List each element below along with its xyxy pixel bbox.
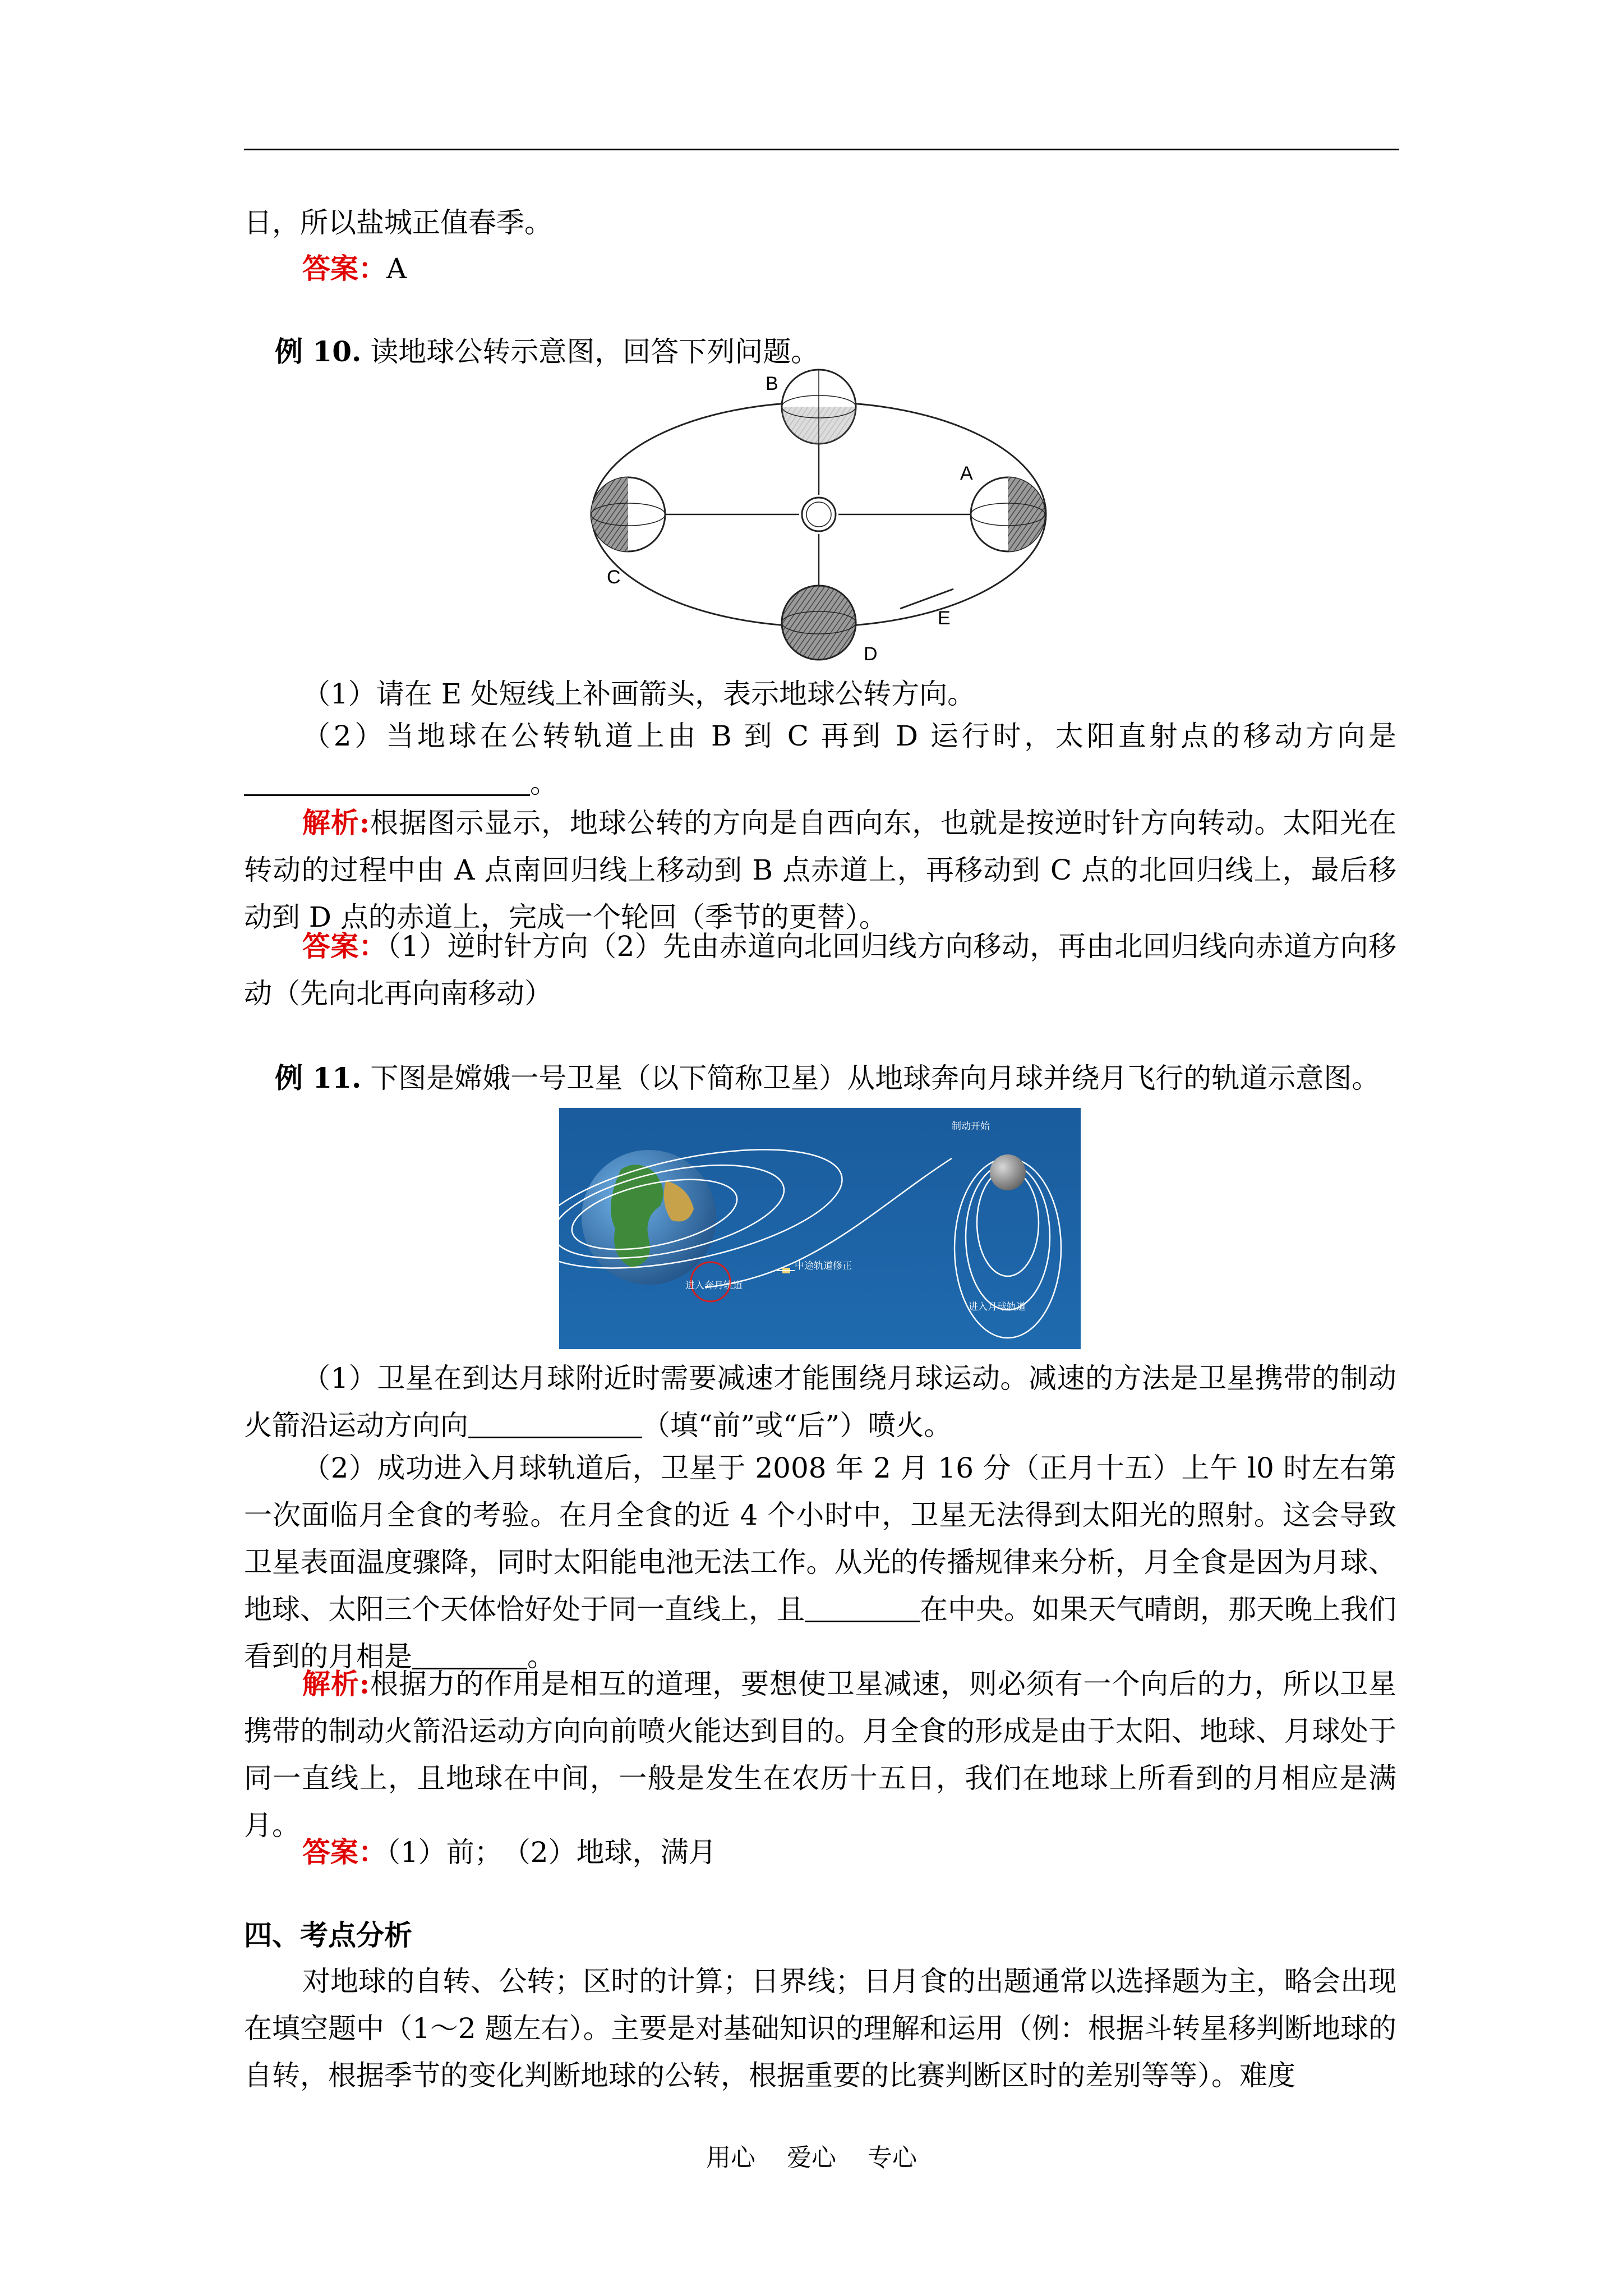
answer-text: （1）逆时针方向（2）先由赤道向北回归线方向移动，再由北回归线向赤道方向移动（先向北再向南移动） — [244, 930, 1396, 1010]
earth-revolution-diagram — [583, 367, 1066, 668]
answer-blank — [244, 766, 530, 796]
q1-end: （填“前”或“后”）喷火。 — [642, 1409, 952, 1442]
earth-icon-d — [782, 586, 856, 660]
example-11-q2 — [244, 1444, 1396, 1680]
label-b: B — [766, 373, 778, 394]
section-text: 对地球的自转、公转；区时的计算；日界线；日月食的出题通常以选择题为主，略会出现在填空题中（1～2 题左右）。主要是对基础知识的理解和运用（例：根据斗转星移判断地球的自转，根据季节的变化判断地球的公转，根据重要的比赛判断区时的差别等等）。难度 — [244, 1965, 1396, 2092]
example-11-analysis — [244, 1660, 1396, 1849]
section-title: 四、考点分析 — [244, 1918, 412, 1952]
answer-blank — [805, 1593, 920, 1622]
analysis-text: 根据图示显示，地球公转的方向是自西向东，也就是按逆时针方向转动。太阳光在转动的过程中由 A 点南回归线上移动到 B 点赤道上，再移动到 C 点的北回归线上，最后移动到 D 点的赤道上，完成一个轮回（季节的更替）。 — [244, 807, 1396, 933]
q2-text: （2）当地球在公转轨道上由 B 到 C 再到 D 运行时，太阳直射点的移动方向是 — [302, 720, 1396, 752]
q2-middle: 在中央。如果天气晴朗，那天晚上我们看到的月相是 — [244, 1593, 1396, 1673]
footer-word: 爱心 — [787, 2143, 836, 2172]
q1-text: （1）卫星在到达月球附近时需要减速才能围绕月球运动。减速的方法是卫星携带的制动火箭沿运动方向向 — [244, 1362, 1396, 1442]
earth-globe-icon — [582, 1150, 716, 1285]
page-footer — [0, 2137, 1623, 2173]
example-11-text: 下图是嫦娥一号卫星（以下简称卫星）从地球奔向月球并绕月飞行的轨道示意图。 — [370, 1062, 1380, 1094]
answer-text: （1）前； （2）地球，满月 — [386, 1836, 717, 1869]
example-11-label: 例 11. — [275, 1061, 362, 1094]
example-11-question — [275, 1055, 1427, 1102]
q2-end: 。 — [527, 1640, 555, 1673]
example-11-answer — [244, 1829, 1396, 1876]
footer-word: 用心 — [706, 2143, 755, 2172]
answer-blank — [468, 1409, 642, 1438]
sun-icon — [802, 498, 836, 531]
example-10-text: 读地球公转示意图，回答下列问题。 — [370, 335, 819, 368]
satellite-trajectory-figure — [559, 1108, 1081, 1349]
label-brake-start: 制动开始 — [952, 1121, 990, 1131]
segment-e — [900, 589, 953, 609]
example-10-analysis — [244, 799, 1396, 941]
label-e: E — [938, 608, 951, 629]
label-d: D — [864, 643, 878, 665]
analysis-text: 根据力的作用是相互的道理，要想使卫星减速，则必须有一个向后的力，所以卫星携带的制动火箭沿运动方向向前喷火能达到目的。月全食的形成是由于太阳、地球、月球处于同一直线上，且地球在中间，一般是发生在农历十五日，我们在地球上所看到的月相应是满月。 — [244, 1668, 1396, 1842]
answer-line-1 — [244, 245, 1396, 292]
example-10-answer — [244, 923, 1396, 1017]
answer-label: 答案： — [302, 930, 387, 963]
moon-icon — [990, 1154, 1026, 1190]
answer-label: 答案： — [302, 1835, 386, 1869]
q2-text: （2）成功进入月球轨道后，卫星于 2008 年 2 月 16 分（正月十五）上午 l0 时左右第一次面临月全食的考验。在月全食的近 4 个小时中，卫星无法得到太阳光的照射。这会导致卫星表面温度骤降，同时太阳能电池无法工作。从光的传播规律来分析，月全食是因为月球、地球、太阳三个天体恰好处于同一直线上，且 — [244, 1452, 1396, 1626]
label-enter-lunar-orbit: 进入月球轨道 — [969, 1301, 1026, 1312]
label-c: C — [607, 567, 621, 588]
earth-icon-a — [971, 477, 1045, 551]
label-a: A — [960, 463, 973, 484]
answer-value: A — [386, 252, 407, 285]
label-enter-transfer-orbit: 进入奔月轨道 — [685, 1280, 743, 1291]
earth-icon-c — [591, 477, 665, 551]
footer-word: 专心 — [868, 2143, 917, 2172]
example-10-q2 — [244, 712, 1396, 807]
earth-icon-b — [782, 370, 856, 444]
q2-end: 。 — [530, 767, 558, 799]
example-10-label: 例 10. — [275, 335, 362, 368]
continuation-line: 日，所以盐城正值春季。 — [244, 206, 552, 239]
example-10-q1: （1）请在 E 处短线上补画箭头，表示地球公转方向。 — [302, 678, 976, 710]
example-11-q1 — [244, 1355, 1396, 1449]
analysis-label: 解析: — [302, 1667, 370, 1700]
analysis-label: 解析: — [302, 806, 370, 839]
header-rule — [244, 149, 1399, 150]
label-midcourse-correction: 中途轨道修正 — [795, 1260, 852, 1271]
answer-label: 答案： — [302, 252, 386, 285]
